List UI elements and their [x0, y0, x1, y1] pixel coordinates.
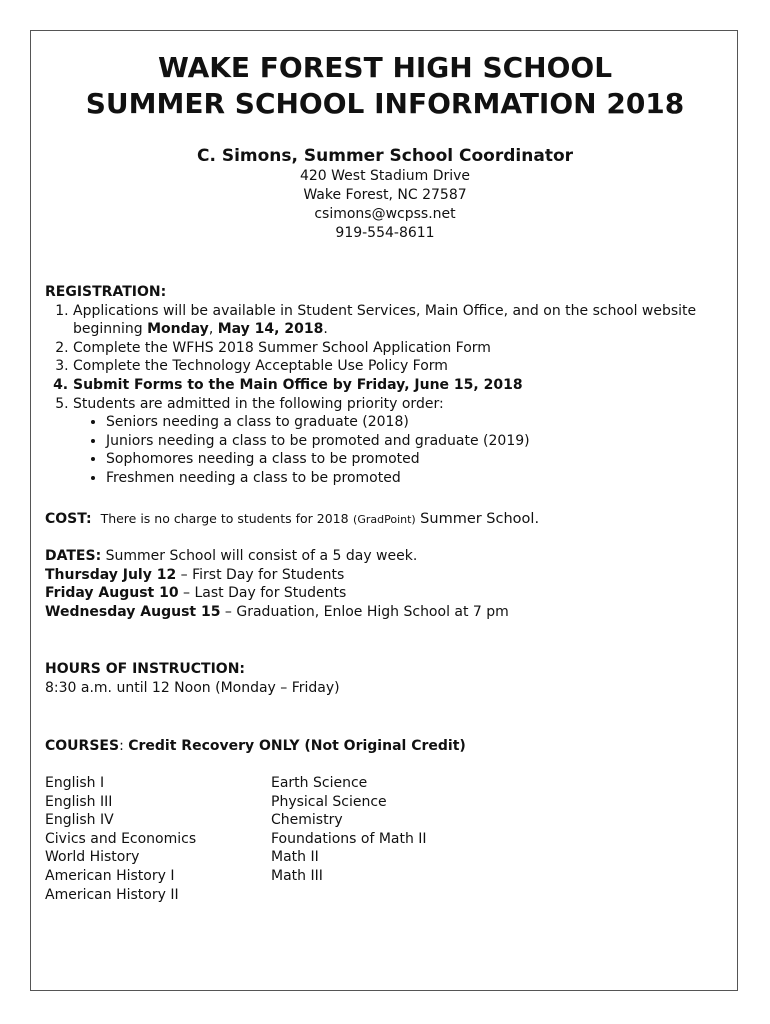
courses-heading	[45, 737, 725, 756]
step-5-text: Students are admitted in the following priority order:	[73, 395, 444, 412]
hours-label: HOURS OF INSTRUCTION:	[45, 661, 246, 677]
hours-section	[45, 660, 725, 697]
courses-colon: :	[119, 738, 124, 754]
dates-intro: Summer School will consist of a 5 day week.	[105, 548, 418, 564]
first-day-dash: –	[176, 566, 193, 583]
courses-right-column	[271, 774, 427, 886]
page-title-line-2: SUMMER SCHOOL INFORMATION 2018	[85, 87, 685, 120]
registration-step-3: 3. Complete the Technology Acceptable Use Policy Form	[73, 357, 725, 376]
registration-step-1	[73, 302, 725, 339]
registration-heading: REGISTRATION:	[45, 284, 167, 300]
course-item: American History II	[45, 886, 179, 903]
dates-label: DATES:	[45, 548, 102, 564]
cost-summer-school: Summer School.	[420, 511, 540, 527]
cost-section	[45, 510, 725, 530]
course-item: Math II	[271, 849, 319, 866]
last-day-dash: –	[178, 585, 195, 602]
first-day-date: Thursday July 12	[45, 566, 177, 583]
registration-step-5	[73, 395, 725, 488]
course-item: Foundations of Math II	[271, 830, 427, 847]
step-1-period: .	[323, 321, 328, 338]
address-city: Wake Forest, NC 27587	[303, 187, 467, 203]
course-item: Civics and Economics	[45, 830, 197, 847]
priority-item-seniors: • Seniors needing a class to graduate (2018)	[106, 413, 725, 432]
contact-email: csimons@wcpss.net	[314, 206, 456, 222]
step-1-text: Applications will be available in Student Services, Main Office, and on the school website beginning	[73, 302, 697, 338]
graduation-text: Graduation, Enloe High School at 7 pm	[236, 603, 509, 620]
step-1-date: May 14, 2018	[217, 321, 324, 338]
cost-label: COST:	[45, 511, 92, 527]
course-item: American History I	[45, 867, 175, 884]
priority-item-freshmen: • Freshmen needing a class to be promoted	[106, 469, 725, 488]
contact-phone: 919-554-8611	[335, 225, 435, 241]
priority-list	[73, 413, 725, 487]
registration-step-2: 2. Complete the WFHS 2018 Summer School Application Form	[73, 339, 725, 358]
course-item: English III	[45, 793, 113, 810]
last-day-text: Last Day for Students	[194, 585, 347, 602]
first-day-text: First Day for Students	[192, 566, 345, 583]
course-item: Physical Science	[271, 793, 387, 810]
course-item: Chemistry	[271, 812, 343, 829]
registration-steps	[45, 302, 725, 488]
course-item: English I	[45, 775, 105, 791]
step-1-day: Monday	[147, 321, 209, 338]
cost-gradpoint: (GradPoint)	[353, 513, 416, 526]
priority-item-juniors: • Juniors needing a class to be promoted and graduate (2019)	[106, 432, 725, 451]
last-day-date: Friday August 10	[45, 585, 179, 602]
priority-item-sophomores: • Sophomores needing a class to be promoted	[106, 450, 725, 469]
hours-text: 8:30 a.m. until 12 Noon (Monday – Friday)	[45, 679, 340, 696]
courses-left-column	[45, 774, 196, 904]
registration-section	[45, 283, 725, 488]
courses-subheading: Credit Recovery ONLY (Not Original Credit)	[128, 738, 466, 754]
course-item: World History	[45, 849, 140, 866]
page-title-line-1: WAKE FOREST HIGH SCHOOL	[157, 51, 613, 84]
course-item: English IV	[45, 812, 114, 829]
course-item: Math III	[271, 867, 323, 884]
graduation-dash: –	[220, 603, 237, 620]
courses-label: COURSES	[45, 738, 120, 754]
graduation-date: Wednesday August 15	[45, 603, 221, 620]
coordinator-name: C. Simons, Summer School Coordinator	[196, 146, 574, 166]
course-item: Earth Science	[271, 775, 368, 791]
cost-text: There is no charge to students for 2018	[100, 511, 349, 526]
step-1-comma: ,	[208, 321, 218, 338]
address-street: 420 West Stadium Drive	[299, 168, 471, 184]
registration-step-4: 4. Submit Forms to the Main Office by Friday, June 15, 2018	[73, 376, 725, 395]
dates-section	[45, 547, 725, 621]
